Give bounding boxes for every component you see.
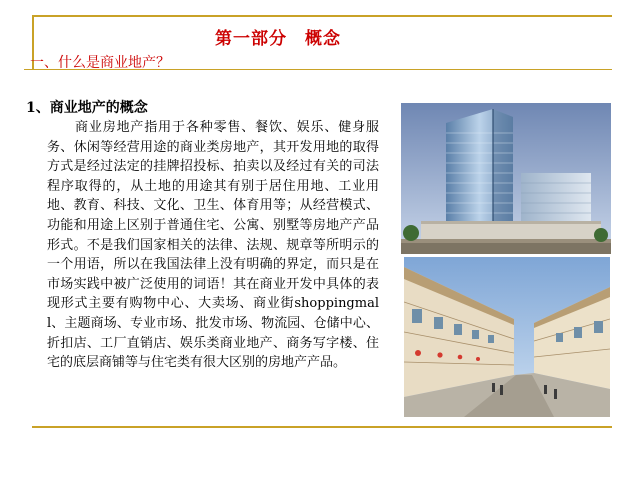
office-tower-photo (401, 103, 611, 254)
bottom-divider (32, 426, 612, 428)
section-heading: 1、商业地产的概念 (26, 100, 148, 116)
section-subtitle: 一、什么是商业地产？ (30, 55, 170, 71)
slide-title: 第一部分 概念 (215, 29, 341, 49)
body-paragraph: 商业房地产指用于各种零售、餐饮、娱乐、健身服务、休闲等经营用途的商业类房地产，其开发用地的取得方式是经过法定的挂牌招投标、拍卖以及经过有关的司法程序取得的，从土地的用途其有别于居住用地、工业用地、教育、科技、文化、卫生、体育用等；从经营模式、功能和用途上区别于普通住宅、公寓、别墅等房地产产品形式。不是我们国家相关的法律、法规、规章等所明示的一个用语，所以在我国法律上没有明确的界定，而只是在市场实践中被广泛使用的词语！其在商业开发中具体的表现形式主要有购物中心、大卖场、商业街shoppingmall、主题商场、专业市场、批发市场、物流园、仓储中心、折扣店、工厂直销店、娱乐类商业地产、商务写字楼、住宅的底层商铺等与住宅类有很大区别的房地产产品。 (47, 120, 379, 371)
commercial-street-photo (404, 257, 610, 417)
top-divider (32, 15, 612, 17)
